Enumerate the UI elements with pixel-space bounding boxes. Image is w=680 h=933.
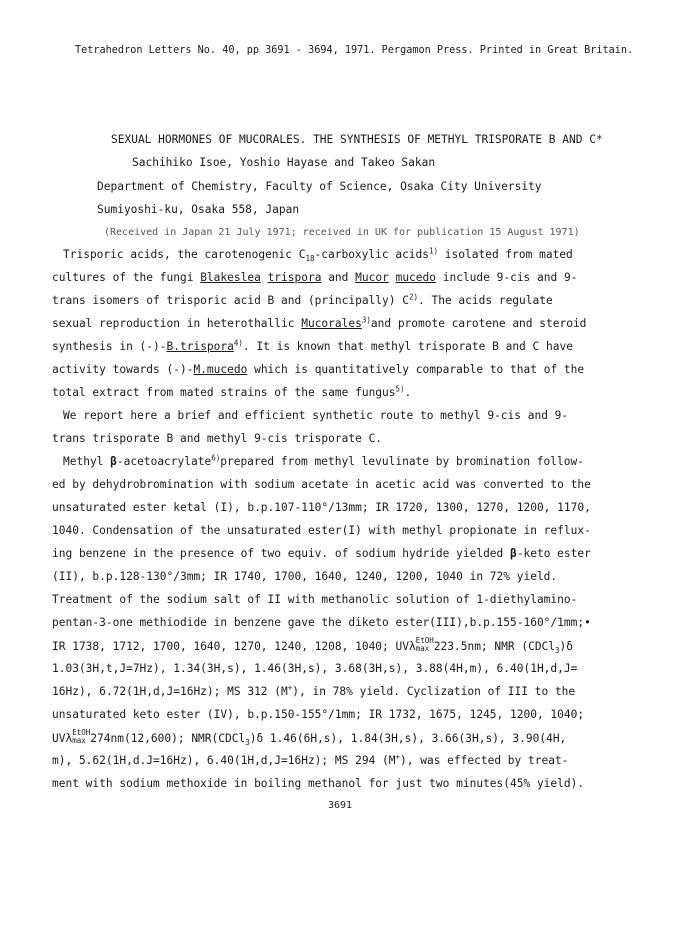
p3-line-7: Treatment of the sodium salt of II with methanolic solution of 1-diethylamino- [52,593,578,606]
p3-line-13: UVλ EtOH max 274nm(12,600); NMR(CDCl$_3$)δ 1.46(6H,s), 1.84(3H,s), 3.66(3H,s), 3.90(4H, [52,728,567,748]
p1-line-5: synthesis in (-)-B.trispora$^{4)}$. It is known that methyl trisporate B and C have [52,338,573,353]
p3-line-15: ment with sodium methoxide in boiling methanol for just two minutes(45% yield). [52,777,585,790]
p1-line-4: sexual reproduction in heterothallic Mucorales$^{3)}$and promote carotene and steroid [52,315,587,330]
p3-line-11: 16Hz), 6.72(1H,d,J=16Hz); MS 312 (M+), in 78% yield. Cyclization of III to the [52,683,576,698]
p3-line-6: (II), b.p.128-130°/3mm; IR 1740, 1700, 1640, 1240, 1200, 1040 in 72% yield. [52,570,558,583]
paper-title: SEXUAL HORMONES OF MUCORALES. THE SYNTHESIS OF METHYL TRISPORATE B AND C* [111,133,603,146]
affiliation-line-2: Sumiyoshi-ku, Osaka 558, Japan [97,203,300,216]
p1-line-3: trans isomers of trisporic acid B and (principally) $C^{2)}$. The acids regulate [52,292,553,307]
p1-line-6: activity towards (-)-M.mucedo which is quantitatively comparable to that of the [52,363,585,376]
p2-line-2: trans trisporate B and methyl 9-cis trisporate C. [52,432,383,445]
p3-line-10: 1.03(3H,t,J=7Hz), 1.34(3H,s), 1.46(3H,s), 3.68(3H,s), 3.88(4H,m), 6.40(1H,d,J= [52,662,578,675]
p3-line-8: pentan-3-one methiodide in benzene gave the diketo ester(III),b.p.155-160°/1mm;• [52,616,591,629]
p3-line-3: unsaturated ester ketal (I), b.p.107-110°/13mm; IR 1720, 1300, 1270, 1200, 1170, [52,501,591,514]
p3-line-1: Methyl β-acetoacrylate$^{6)}$prepared from methyl levulinate by bromination follow- [63,453,584,468]
p3-line-12: unsaturated keto ester (IV), b.p.150-155°/1mm; IR 1732, 1675, 1245, 1200, 1040; [52,708,585,721]
p1-line-1: Trisporic acids, the carotenogenic $C_{18}$-carboxylic acids$^{1)}$ isolated from mated [63,246,573,264]
authors: Sachihiko Isoe, Yoshio Hayase and Takeo Sakan [132,156,436,169]
p3-line-9: IR 1738, 1712, 1700, 1640, 1270, 1240, 1208, 1040; UVλ EtOH max 223.5nm; NMR (CDCl$_3$)δ [52,636,574,656]
p3-line-5: ing benzene in the presence of two equiv. of sodium hydride yielded β-keto ester [52,547,591,560]
journal-header: Tetrahedron Letters No. 40, pp 3691 - 3694, 1971. Pergamon Press. Printed in Great Britain. [75,45,634,56]
p1-line-7: total extract from mated strains of the same fungus$^{5)}$. [52,384,412,399]
page-number: 3691 [327,800,353,811]
received-dates: (Received in Japan 21 July 1971; received in UK for publication 15 August 1971) [104,227,580,238]
p3-line-4: 1040. Condensation of the unsaturated ester(I) with methyl propionate in reflux- [52,524,591,537]
p1-line-2: cultures of the fungi Blakeslea trispora and Mucor mucedo include 9-cis and 9- [52,271,578,284]
p2-line-1: We report here a brief and efficient synthetic route to methyl 9-cis and 9- [63,409,569,422]
affiliation-line-1: Department of Chemistry, Faculty of Science, Osaka City University [97,180,542,193]
p3-line-14: m), 5.62(1H,d.J=16Hz), 6.40(1H,d,J=16Hz); MS 294 (M+), was effected by treat- [52,752,569,767]
p3-line-2: ed by dehydrobromination with sodium acetate in acetic acid was converted to the [52,478,591,491]
